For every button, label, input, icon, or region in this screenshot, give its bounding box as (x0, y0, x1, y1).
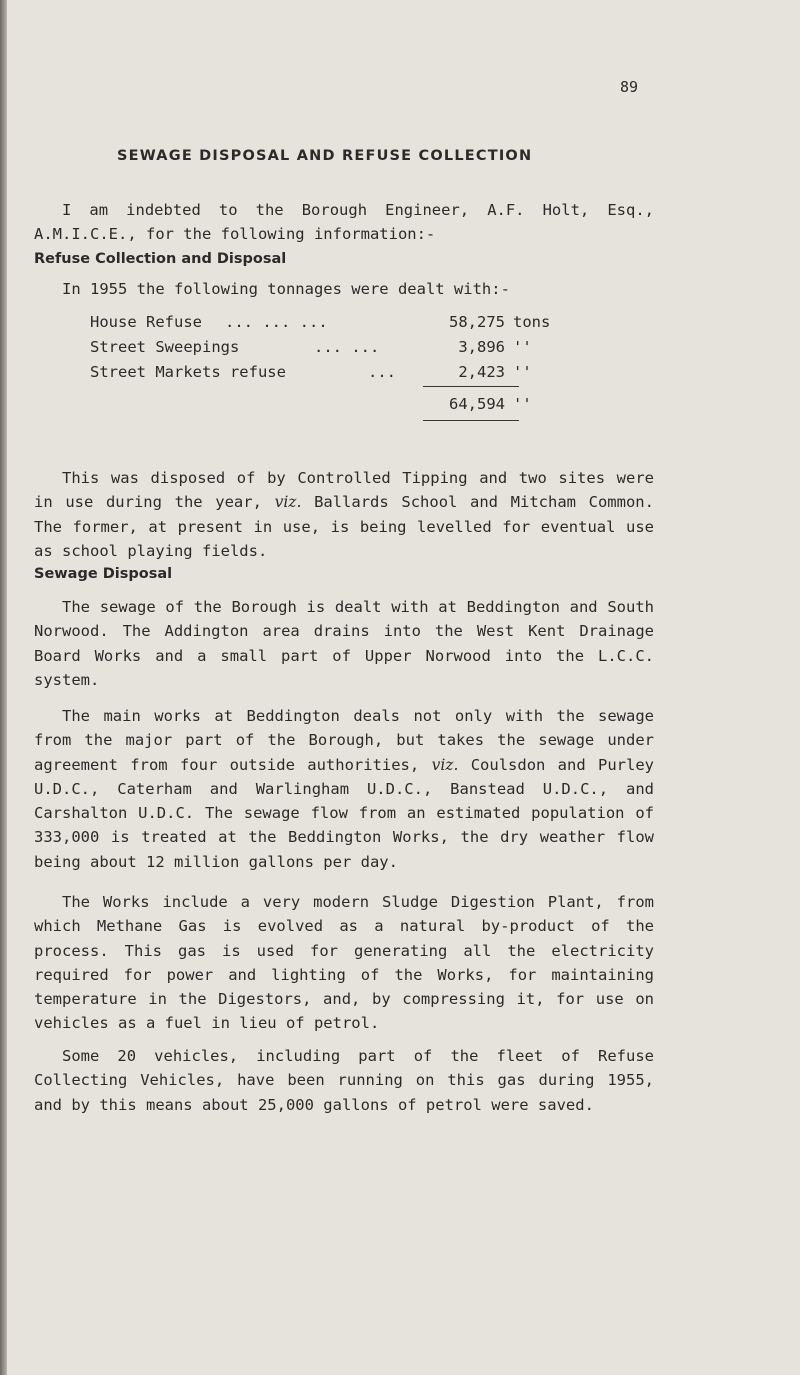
total-rule-bottom (423, 420, 519, 421)
tonnage-value: 2,423 (458, 363, 505, 381)
tonnage-unit: tons (513, 313, 551, 331)
page-title: SEWAGE DISPOSAL AND REFUSE COLLECTION (117, 148, 533, 164)
sewage-paragraph-3: The Works include a very modern Sludge Digestion Plant, from which Methane Gas is evolved as a natural by-product of the process. This gas is used for generating all the electricity required for power and lighting of the Works, for maintaining temperature in the Digestors, and, by compressing it, for use on vehicles as a fuel in lieu of petrol. (34, 893, 654, 1033)
viz-abbrev: viz. (274, 493, 302, 512)
leader-dots: ... (368, 363, 396, 381)
page-number: 89 (620, 78, 639, 96)
tonnage-label: House Refuse (90, 313, 202, 331)
tonnage-value: 58,275 (449, 313, 505, 331)
tonnage-label: Street Sweepings (90, 338, 240, 356)
tonnage-unit: '' (513, 395, 532, 413)
intro-paragraph: I am indebted to the Borough Engineer, A.F. Holt, Esq., A.M.I.C.E., for the following information:- (34, 201, 654, 244)
tonnage-row-house-refuse (90, 313, 570, 335)
tonnage-label: Street Markets refuse (90, 363, 286, 381)
refuse-lead-text: In 1955 the following tonnages were dealt with:- (62, 280, 510, 298)
tonnage-value: 3,896 (458, 338, 505, 356)
tonnage-row-street-sweepings (90, 338, 570, 360)
leader-dots: ... ... ... (225, 313, 328, 331)
page-edge (0, 0, 7, 1375)
viz-abbrev: viz. (431, 755, 459, 774)
leader-dots: ... ... (314, 338, 380, 356)
tonnage-total-value: 64,594 (449, 395, 505, 413)
tonnage-unit: '' (513, 363, 532, 381)
sewage-heading: Sewage Disposal (34, 566, 173, 582)
tonnage-row-street-markets (90, 363, 570, 385)
total-rule-top (423, 386, 519, 387)
sewage-paragraph-1: The sewage of the Borough is dealt with at Beddington and South Norwood. The Addington area drains into the West Kent Drainage Board Works and a small part of Upper Norwood into the L.C.C. system. (34, 598, 654, 689)
refuse-heading: Refuse Collection and Disposal (34, 251, 287, 267)
tonnage-row-total (90, 395, 570, 417)
sewage-paragraph-2: The main works at Beddington deals not only with the sewage from the major part of the Borough, but takes the sewage under agreement from four outside authorities, viz. Coulsdon and Purley U.D.C., Caterham and Warlingham U.D.C., Banstead U.D.C., and Carshalton U.D.C. The sewage flow from an estimated population of 333,000 is treated at the Beddington Works, the dry weather flow being about 12 million gallons per day. (34, 707, 654, 871)
refuse-disposal-paragraph: This was disposed of by Controlled Tipping and two sites were in use during the year, viz. Ballards School and Mitcham Common. The former, at present in use, is being levelled for eventual use as school playing fields. (34, 469, 654, 560)
sewage-paragraph-4: Some 20 vehicles, including part of the fleet of Refuse Collecting Vehicles, have been running on this gas during 1955, and by this means about 25,000 gallons of petrol were saved. (34, 1047, 654, 1114)
tonnage-unit: '' (513, 338, 532, 356)
